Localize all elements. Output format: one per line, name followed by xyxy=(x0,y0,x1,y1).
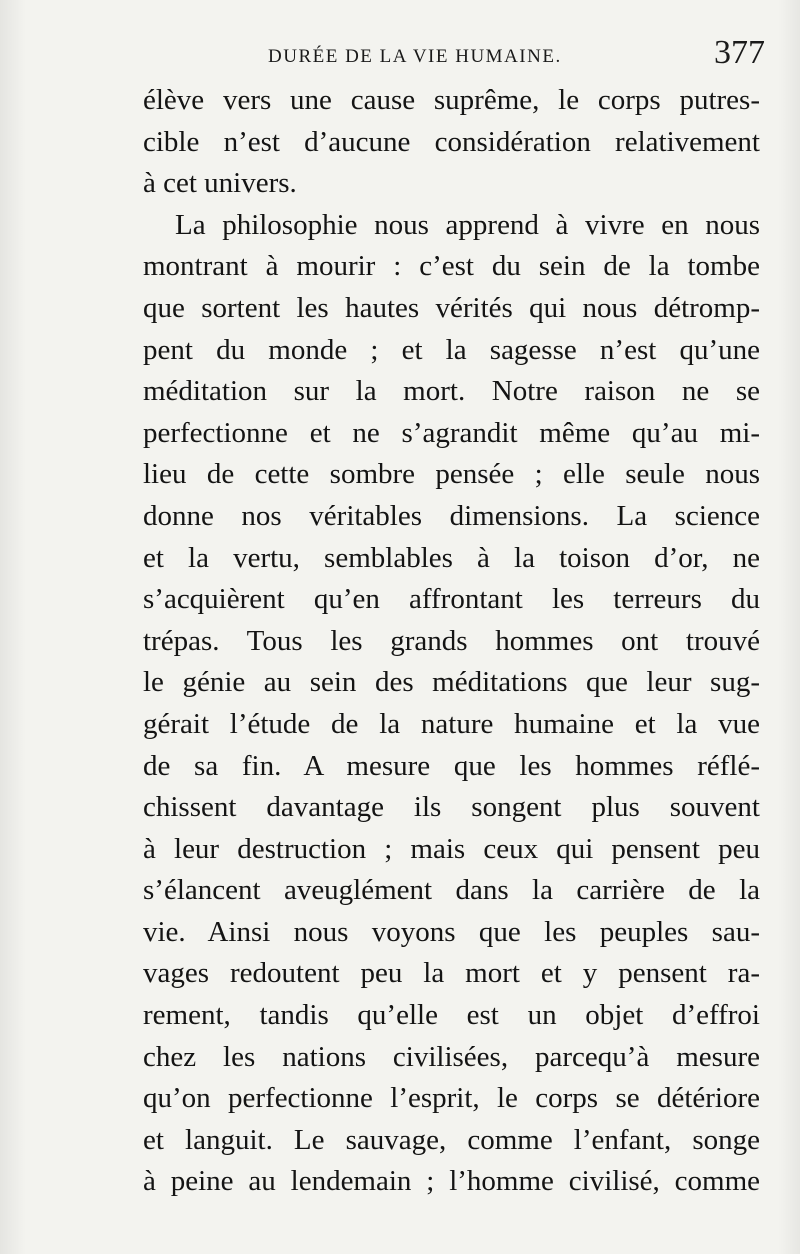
text-line: que sortent les hautes vérités qui nous détromp- xyxy=(143,291,760,324)
text-line: trépas. Tous les grands hommes ont trouvé xyxy=(143,624,760,657)
body-text xyxy=(143,80,760,1203)
text-line: s’élancent aveuglément dans la carrière de la xyxy=(143,874,760,907)
text-line: gérait l’étude de la nature humaine et la vue xyxy=(143,707,760,740)
text-line: La philosophie nous apprend à vivre en nous xyxy=(175,208,760,241)
running-head: DURÉE DE LA VIE HUMAINE. xyxy=(268,46,562,67)
text-line: perfectionne et ne s’agrandit même qu’au mi- xyxy=(143,416,760,449)
text-line: montrant à mourir : c’est du sein de la tombe xyxy=(143,250,760,283)
text-line: et la vertu, semblables à la toison d’or, ne xyxy=(143,541,760,574)
text-line: à cet univers. xyxy=(143,167,297,200)
text-line: qu’on perfectionne l’esprit, le corps se détériore xyxy=(143,1082,760,1115)
text-line: à leur destruction ; mais ceux qui pensent peu xyxy=(143,832,760,865)
text-line: donne nos véritables dimensions. La science xyxy=(143,499,760,532)
text-line: élève vers une cause suprême, le corps putres- xyxy=(143,84,760,116)
text-line: à peine au lendemain ; l’homme civilisé, comme xyxy=(143,1165,760,1198)
text-line: vie. Ainsi nous voyons que les peuples sau- xyxy=(143,915,760,948)
text-line: et languit. Le sauvage, comme l’enfant, songe xyxy=(143,1123,760,1156)
text-line: rement, tandis qu’elle est un objet d’effroi xyxy=(143,999,760,1032)
text-line: lieu de cette sombre pensée ; elle seule nous xyxy=(143,458,760,491)
text-line: chez les nations civilisées, parcequ’à mesure xyxy=(143,1040,760,1073)
text-line: vages redoutent peu la mort et y pensent ra- xyxy=(143,957,760,990)
text-line: méditation sur la mort. Notre raison ne se xyxy=(143,375,760,408)
text-line: le génie au sein des méditations que leur sug- xyxy=(143,666,760,699)
page-number: 377 xyxy=(714,34,765,71)
text-line: chissent davantage ils songent plus souvent xyxy=(143,791,760,824)
text-line: pent du monde ; et la sagesse n’est qu’une xyxy=(143,333,760,366)
text-line: s’acquièrent qu’en affrontant les terreurs du xyxy=(143,583,760,616)
text-line: cible n’est d’aucune considération relativement xyxy=(143,125,760,158)
text-line: de sa fin. A mesure que les hommes réflé- xyxy=(143,749,760,782)
